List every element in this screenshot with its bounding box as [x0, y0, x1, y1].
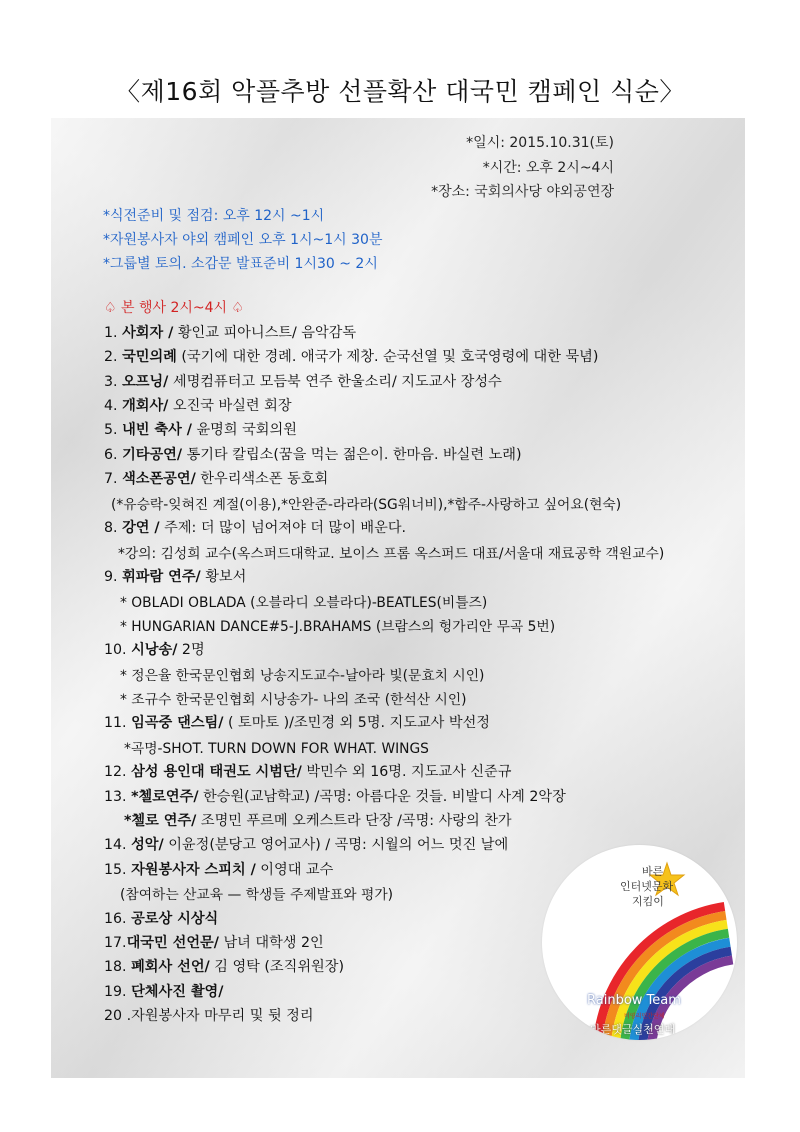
program-sub-line: * HUNGARIAN DANCE#5-J.BRAHAMS (브람스의 헝가리안 무곡 5번)	[120, 619, 556, 635]
program-sub-line: (*유승락-잊혀진 계절(이용),*안완준-라라라(SG워너비),*합주-사랑하고 싶어요(현숙)	[111, 497, 622, 513]
prep-item: *자원봉사자 야외 캠페인 오후 1시~1시 30분	[103, 232, 383, 248]
program-sub-line: * OBLADI OBLADA (오블라디 오블라다)-BEATLES(비틀즈)	[120, 595, 488, 611]
program-item: 11. 임곡중 댄스팀/ ( 토마토 )/조민경 외 5명. 지도교사 박선정	[104, 715, 490, 731]
program-item: 2. 국민의례 (국기에 대한 경례. 애국가 제창. 순국선열 및 호국영령에 대한 묵념)	[104, 349, 599, 365]
event-date: *일시: 2015.10.31(토)	[466, 135, 614, 151]
program-item: 4. 개회사/ 오진국 바실련 회장	[104, 398, 292, 414]
event-time: *시간: 오후 2시~4시	[482, 160, 614, 176]
main-event-heading: ♤ 본 행사 2시~4시 ♤	[104, 300, 245, 316]
program-item: 3. 오프닝/ 세명컴퓨터고 모듬북 연주 한울소리/ 지도교사 장성수	[104, 374, 502, 390]
program-item: 15. 자원봉사자 스피치 / 이영대 교수	[104, 862, 334, 878]
program-item: 18. 폐회사 선언/ 김 영탁 (조직위원장)	[104, 959, 344, 975]
program-item: 17.대국민 선언문/ 남녀 대학생 2인	[104, 935, 324, 951]
program-sub-line: * 조규수 한국문인협회 시낭송가- 나의 조국 (한석산 시인)	[120, 692, 467, 708]
slogan-line: 바른	[642, 865, 664, 878]
program-sub-line: (참여하는 산교육 — 학생들 주제발표와 평가)	[120, 887, 394, 903]
program-item: 19. 단체사진 촬영/	[104, 984, 224, 1000]
program-item: 8. 강연 / 주제: 더 많이 넘어져야 더 많이 배운다.	[104, 520, 407, 536]
program-item: 14. 성악/ 이윤정(분당고 영어교사) / 곡명: 시월의 어느 멋진 날에	[104, 837, 509, 853]
program-sub-line: * 정은율 한국문인협회 낭송지도교수-날아라 빛(문효치 시인)	[120, 668, 485, 684]
slogan-line: 지킴이	[632, 895, 664, 908]
program-item: 6. 기타공연/ 통기타 칼립소(꿈을 먹는 젊은이. 한마음. 바실련 노래)	[104, 447, 522, 463]
program-item: 9. 휘파람 연주/ 황보서	[104, 569, 247, 585]
program-item: 10. 시낭송/ 2명	[104, 642, 205, 658]
prep-item: *식전준비 및 점검: 오후 12시 ~1시	[103, 208, 325, 224]
program-item: 12. 삼성 용인대 태권도 시범단/ 박민수 외 16명. 지도교사 신준규	[104, 764, 512, 780]
program-sub-line: *곡명-SHOT. TURN DOWN FOR WHAT. WINGS	[124, 741, 429, 757]
prep-item: *그룹별 토의. 소감문 발표준비 1시30 ~ 2시	[103, 256, 378, 272]
program-item: 5. 내빈 축사 / 윤명희 국회의원	[104, 422, 297, 438]
program-item: *첼로 연주/ 조명민 푸르메 오케스트라 단장 /곡명: 사랑의 찬가	[124, 813, 512, 829]
program-item: 20 .자원봉사자 마무리 및 뒷 정리	[104, 1008, 314, 1024]
org-small-label: 비영리민간단체	[624, 1013, 665, 1020]
document-title: 〈제16회 악플추방 선플확산 대국민 캠페인 식순〉	[115, 77, 685, 106]
event-place: *장소: 국회의사당 야외공연장	[431, 184, 614, 200]
rainbow-team-logo	[542, 845, 737, 1040]
program-item: 16. 공로상 시상식	[104, 911, 219, 927]
program-sub-line: *강의: 김성희 교수(옥스퍼드대학교. 보이스 프롬 옥스퍼드 대표/서울대 재료공학 객원교수)	[118, 546, 665, 562]
program-item: 7. 색소폰공연/ 한우리색소폰 동호회	[104, 471, 329, 487]
program-item: 1. 사회자 / 황인교 피아니스트/ 음악감독	[104, 325, 357, 341]
slogan-line: 인터넷문화	[620, 880, 674, 893]
team-name: Rainbow Team	[587, 993, 681, 1008]
program-item: 13. *첼로연주/ 한승원(교남학교) /곡명: 아름다운 것들. 비발디 사계 2악장	[104, 789, 566, 805]
org-name: 바른댓글실천연대	[590, 1023, 676, 1036]
